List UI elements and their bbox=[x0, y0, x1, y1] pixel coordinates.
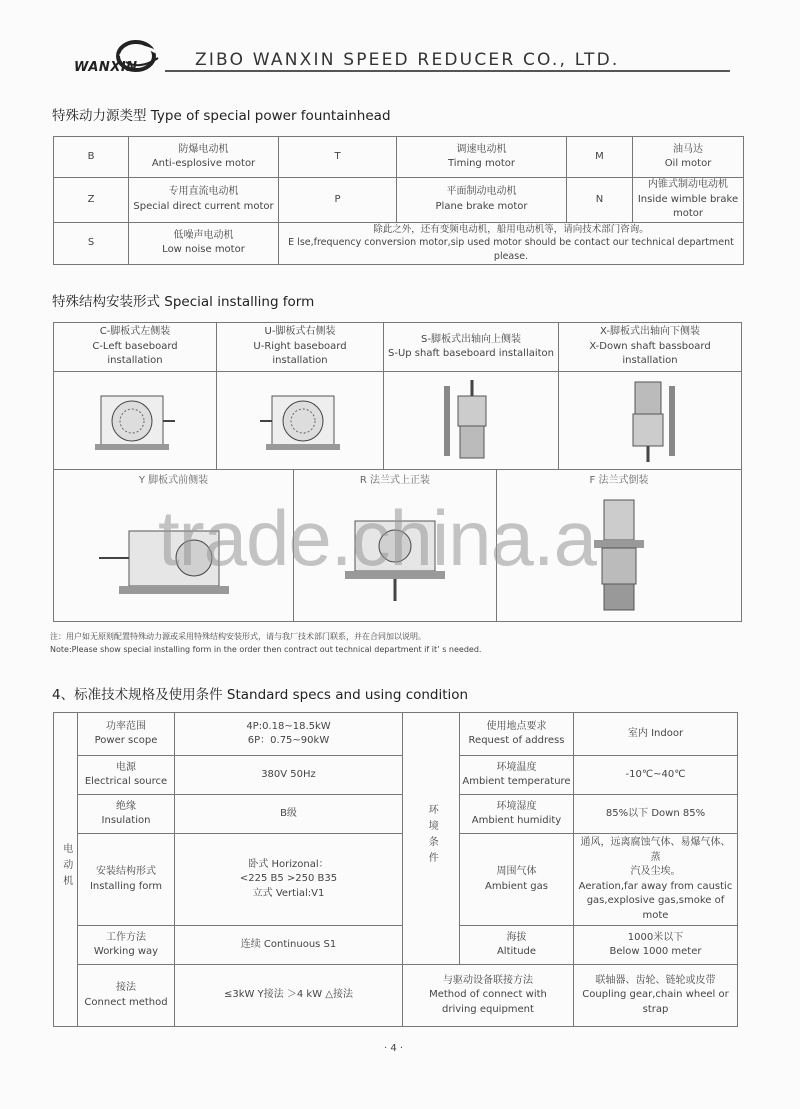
other-motors-note: 除此之外，还有变频电动机，船用电动机等，请向技术部门咨询。 E lse,frequency conversion motor,sip used motor should be contact our technical department please. bbox=[279, 222, 744, 264]
table-row bbox=[54, 222, 744, 264]
code-cell: M bbox=[567, 137, 633, 178]
table-row: 电源 Electrical source 380V 50Hz 环境温度 Ambient temperature -10℃~40℃ bbox=[54, 756, 738, 795]
figure-c bbox=[54, 372, 217, 470]
watermark: trade.china.a bbox=[158, 494, 596, 582]
code-cell: B bbox=[54, 137, 129, 178]
section-title-installing: 特殊结构安装形式 Special installing form bbox=[52, 294, 315, 310]
code-cell: N bbox=[567, 178, 633, 223]
vertical-motor-up-icon bbox=[436, 376, 506, 466]
motor-cell: 专用直流电动机 Special direct current motor bbox=[129, 178, 279, 223]
header-rule bbox=[165, 70, 730, 72]
power-type-table bbox=[53, 136, 744, 265]
form-label-r: R 法兰式上正装 bbox=[294, 470, 497, 492]
section-title-power: 特殊动力源类型 Type of special power fountainhead bbox=[52, 108, 391, 124]
code-cell: T bbox=[279, 137, 397, 178]
form-label-y: Y 脚板式前侧装 bbox=[54, 470, 294, 492]
gear-motor-left-icon bbox=[95, 386, 175, 456]
figure-s bbox=[384, 372, 559, 470]
form-label-x: X-脚板式出轴向下侧装 X-Down shaft bassboard installation bbox=[559, 323, 742, 372]
table-row bbox=[54, 470, 742, 492]
figure-u bbox=[217, 372, 384, 470]
gear-motor-right-icon bbox=[260, 386, 340, 456]
form-label-s: S-脚板式出轴向上侧装 S-Up shaft baseboard installaiton bbox=[384, 323, 559, 372]
code-cell: Z bbox=[54, 178, 129, 223]
form-label-c: C-脚板式左侧装 C-Left baseboard installation bbox=[54, 323, 217, 372]
figure-x bbox=[559, 372, 742, 470]
env-group-label: 环境条件 bbox=[403, 713, 460, 965]
table-row bbox=[54, 372, 742, 470]
table-row bbox=[54, 323, 742, 372]
page-number: · 4 · bbox=[384, 1043, 404, 1054]
table-row: 绝缘 Insulation B级 环境湿度 Ambient humidity 85%以下 Down 85% bbox=[54, 795, 738, 834]
motor-group-label: 电动机 bbox=[54, 713, 78, 1027]
motor-cell: 防爆电动机 Anti-esplosive motor bbox=[129, 137, 279, 178]
table-row: 电动机 功率范围 Power scope 4P:0.18~18.5kW 6P：0.75~90kW 环境条件 使用地点要求 Request of address 室内 Indoor bbox=[54, 713, 738, 756]
table-row bbox=[54, 178, 744, 223]
vertical-motor-down-icon bbox=[615, 376, 685, 466]
table-row: 接法 Connect method ≤3kW Y接法 ＞4 kW △接法 与驱动设备联接方法 Method of connect with driving equipment 联轴器、齿轮、链轮或皮带 Coupling gear,chain wheel or strap bbox=[54, 965, 738, 1027]
form-label-f: F 法兰式倒装 bbox=[497, 470, 742, 492]
motor-cell: 内锥式制动电动机 Inside wimble brake motor bbox=[633, 178, 744, 223]
motor-cell: 平面制动电动机 Plane brake motor bbox=[397, 178, 567, 223]
table-row bbox=[54, 137, 744, 178]
installing-note: 注：用户如无原则配置特殊动力源或采用特殊结构安装形式，请与我厂技术部门联系，并在合同加以说明。 Note:Please show special installing form in the order then contract out technical department if it’ s needed. bbox=[50, 632, 482, 654]
installing-form-table bbox=[53, 322, 742, 470]
code-cell: P bbox=[279, 178, 397, 223]
motor-cell: 调速电动机 Timing motor bbox=[397, 137, 567, 178]
code-cell: S bbox=[54, 222, 129, 264]
logo-wordmark: WANXIN bbox=[74, 60, 138, 75]
motor-cell: 油马达 Oil motor bbox=[633, 137, 744, 178]
specs-table bbox=[53, 712, 738, 1027]
form-label-u: U-脚板式右侧装 U-Right baseboard installation bbox=[217, 323, 384, 372]
company-name: ZIBO WANXIN SPEED REDUCER CO., LTD. bbox=[195, 50, 620, 70]
table-row: 安装结构形式 Installing form 卧式 Horizonal： <225 B5 >250 B35 立式 Vertial:V1 周围气体 Ambient gas 通风，远离腐蚀气体、易爆气体、蒸 汽及尘埃。 Aeration,far away from caustic gas,explosive gas,smoke of mote bbox=[54, 834, 738, 926]
table-row: 工作方法 Working way 连续 Continuous S1 海拔 Altitude 1000米以下 Below 1000 meter bbox=[54, 926, 738, 965]
motor-cell: 低噪声电动机 Low noise motor bbox=[129, 222, 279, 264]
section-title-specs: 4、标准技术规格及使用条件 Standard specs and using condition bbox=[52, 687, 469, 703]
